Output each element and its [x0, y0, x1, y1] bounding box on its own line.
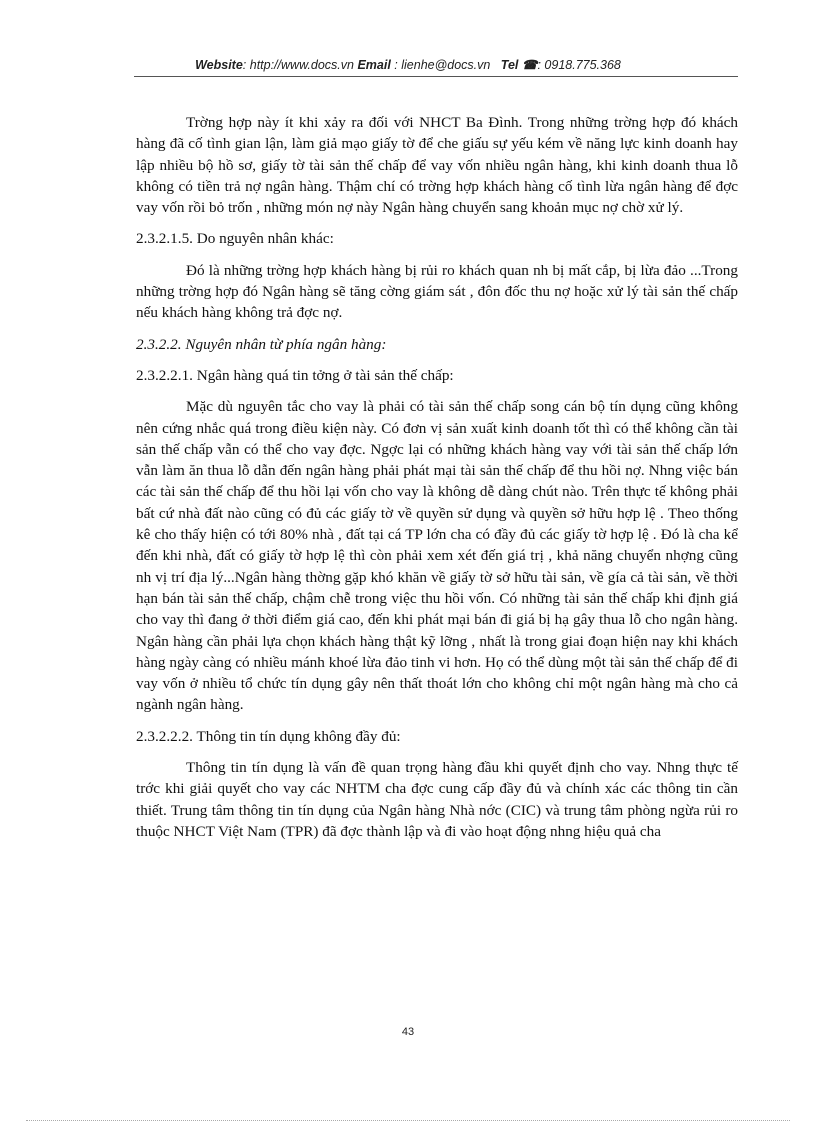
email-label: Email	[357, 58, 391, 72]
page-header	[0, 57, 816, 72]
document-body	[136, 112, 738, 852]
page-number: 43	[401, 1026, 415, 1038]
paragraph-credit-info: Thông tin tín dụng là vấn đề quan trọng hàng đầu khi quyết định cho vay. Nhng thực tế trớc khi giải quyết cho vay các NHTM cha đợc cung cấp đầy đủ và chính xác các thông tin cần thiết. Trung tâm thông tin tín dụng của Ngân hàng Nhà nớc (CIC) và trung tâm phòng ngừa rủi ro thuộc NHCT Việt Nam (TPR) đã đợc thành lập và đi vào hoạt động nhng hiệu quả cha	[136, 759, 738, 840]
tel-number: : 0918.775.368	[537, 58, 621, 72]
section-heading-other-causes: 2.3.2.1.5. Do nguyên nhân khác:	[136, 230, 334, 248]
phone-icon: ☎	[521, 58, 538, 72]
tel-label: Tel	[500, 58, 519, 72]
website-url[interactable]: : http://www.docs.vn	[242, 58, 354, 72]
paragraph-objective-risks: Đó là những trờng hợp khách hàng bị rủi ro khách quan nh bị mất cắp, bị lừa đảo ...Trong những trờng hợp đó Ngân hàng sẽ tăng cờng giám sát , đôn đốc thu nợ hoặc xử lý tài sản thế chấp nếu khách hàng không trả đợc nợ.	[136, 261, 738, 322]
paragraph-fraud-cases: Trờng hợp này ít khi xảy ra đối với NHCT Ba Đình. Trong những trờng hợp đó khách hàng đã cố tình gian lận, làm giả mạo giấy tờ để che giấu sự yếu kém về năng lực kinh doanh hay lập nhiều bộ hồ sơ, giấy tờ tài sản thế chấp để vay vốn nhiều ngân hàng, khi kinh doanh thua lỗ không có tiền trả nợ ngân hàng. Thậm chí có trờng hợp khách hàng cố tình lừa ngân hàng để đợc vay vốn rồi bỏ trốn , những món nợ này Ngân hàng chuyển sang khoản mục nợ chờ xử lý.	[136, 114, 738, 217]
page-bottom-divider	[26, 1120, 790, 1121]
header-divider	[134, 76, 738, 77]
section-heading-credit-info: 2.3.2.2.2. Thông tin tín dụng không đầy đủ:	[136, 727, 401, 745]
paragraph-collateral: Mặc dù nguyên tắc cho vay là phải có tài sản thế chấp song cán bộ tín dụng cũng không nên cứng nhắc quá trong điều kiện này. Có đơn vị sản xuất kinh doanh tốt thì có thể không cần tài sản thế chấp vẫn có thể cho vay đợc. Ngợc lại có những khách hàng vay với tài sản thế chấp lớn vẫn làm ăn thua lỗ dẫn đến ngân hàng phải phát mại tài sản thế chấp để thu hồi nợ. Nhng việc bán các tài sản thế chấp để thu hồi lại vốn cho vay là không dễ dàng chút nào. Trên thực tế không phải bất cứ nhà đất nào cũng có đủ các giấy tờ về quyền sử dụng và quyền sở hữu hợp lệ . Theo thống kê cho thấy hiện có tới 80% nhà , đất tại cá TP lớn cha có đầy đủ các giấy tờ hợp lệ . Đó là cha kể đến khi nhà, đất có giấy tờ hợp lệ thì còn phải xem xét đến giá trị , khả năng chuyển nhợng cũng nh vị trí địa lý...Ngân hàng thờng gặp khó khăn về giấy tờ sở hữu tài sản, về gía cả tài sản, về thời hạn bán tài sản thế chấp, chậm chễ trong việc thu hồi vốn. Có những tài sản thế chấp khi định giá cho vay thì đang ở thời điểm giá cao, đến khi phát mại bán đi giá bị hạ gây thua lỗ cho ngân hàng. Ngân hàng cần phải lựa chọn khách hàng thật kỹ lỡng , nhất là trong giai đoạn hiện nay khi khách hàng ngày càng có nhiều mánh khoé lừa đảo tinh vi hơn. Họ có thể dùng một tài sản thế chấp để đi vay vốn ở nhiều tổ chức tín dụng gây nên thất thoát lớn cho không chỉ một ngân hàng mà cho cả ngành ngân hàng.	[136, 398, 738, 714]
website-label: Website	[195, 58, 243, 72]
section-heading-collateral-trust: 2.3.2.2.1. Ngân hàng quá tin tởng ở tài sản thế chấp:	[136, 366, 454, 384]
section-heading-bank-causes: 2.3.2.2. Nguyên nhân từ phía ngân hàng:	[136, 335, 387, 353]
email-address[interactable]: : lienhe@docs.vn	[390, 58, 491, 72]
